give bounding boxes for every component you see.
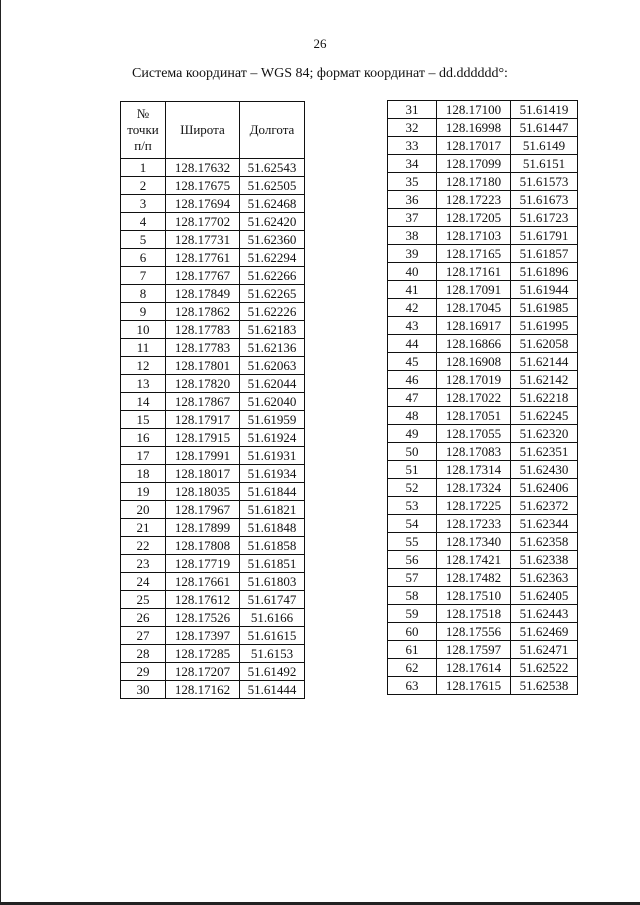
latitude-cell: 128.18017 — [166, 465, 240, 483]
table-row — [388, 317, 578, 335]
longitude-cell: 51.6151 — [511, 155, 578, 173]
table-row — [121, 231, 305, 249]
point-number-cell: 38 — [388, 227, 437, 245]
table-row — [121, 681, 305, 699]
point-number-cell: 33 — [388, 137, 437, 155]
coordinates-table-left — [120, 101, 305, 699]
table-row — [388, 353, 578, 371]
longitude-cell: 51.62226 — [240, 303, 305, 321]
point-number-cell: 45 — [388, 353, 437, 371]
longitude-cell: 51.61931 — [240, 447, 305, 465]
point-number-cell: 55 — [388, 533, 437, 551]
point-number-cell: 31 — [388, 101, 437, 119]
longitude-cell: 51.61985 — [511, 299, 578, 317]
point-number-cell: 34 — [388, 155, 437, 173]
table-row — [388, 191, 578, 209]
latitude-cell: 128.17314 — [437, 461, 511, 479]
longitude-cell: 51.62265 — [240, 285, 305, 303]
table-row — [121, 663, 305, 681]
table-row — [388, 605, 578, 623]
table-row — [388, 155, 578, 173]
longitude-cell: 51.61447 — [511, 119, 578, 137]
longitude-cell: 51.62351 — [511, 443, 578, 461]
latitude-cell: 128.17801 — [166, 357, 240, 375]
table-row — [388, 587, 578, 605]
latitude-cell: 128.17783 — [166, 321, 240, 339]
point-number-cell: 29 — [121, 663, 166, 681]
latitude-cell: 128.17820 — [166, 375, 240, 393]
longitude-cell: 51.62344 — [511, 515, 578, 533]
longitude-cell: 51.61723 — [511, 209, 578, 227]
longitude-cell: 51.62142 — [511, 371, 578, 389]
longitude-cell: 51.62183 — [240, 321, 305, 339]
longitude-cell: 51.6153 — [240, 645, 305, 663]
longitude-cell: 51.61844 — [240, 483, 305, 501]
point-number-cell: 30 — [121, 681, 166, 699]
longitude-cell: 51.62044 — [240, 375, 305, 393]
longitude-cell: 51.61848 — [240, 519, 305, 537]
longitude-cell: 51.61857 — [511, 245, 578, 263]
latitude-cell: 128.17526 — [166, 609, 240, 627]
table-row — [388, 281, 578, 299]
longitude-cell: 51.62320 — [511, 425, 578, 443]
table-row — [388, 407, 578, 425]
longitude-cell: 51.61615 — [240, 627, 305, 645]
longitude-cell: 51.61747 — [240, 591, 305, 609]
latitude-cell: 128.17180 — [437, 173, 511, 191]
point-number-cell: 25 — [121, 591, 166, 609]
longitude-cell: 51.61959 — [240, 411, 305, 429]
longitude-cell: 51.62471 — [511, 641, 578, 659]
point-number-cell: 60 — [388, 623, 437, 641]
header-point-number: № точки п/п — [121, 102, 166, 159]
latitude-cell: 128.16917 — [437, 317, 511, 335]
table-row — [121, 465, 305, 483]
longitude-cell: 51.62443 — [511, 605, 578, 623]
latitude-cell: 128.17100 — [437, 101, 511, 119]
latitude-cell: 128.17783 — [166, 339, 240, 357]
point-number-cell: 1 — [121, 159, 166, 177]
point-number-cell: 39 — [388, 245, 437, 263]
table-row — [388, 623, 578, 641]
point-number-cell: 42 — [388, 299, 437, 317]
latitude-cell: 128.17103 — [437, 227, 511, 245]
table-row — [121, 591, 305, 609]
latitude-cell: 128.17083 — [437, 443, 511, 461]
longitude-cell: 51.61821 — [240, 501, 305, 519]
point-number-cell: 10 — [121, 321, 166, 339]
latitude-cell: 128.17397 — [166, 627, 240, 645]
longitude-cell: 51.61896 — [511, 263, 578, 281]
longitude-cell: 51.61492 — [240, 663, 305, 681]
point-number-cell: 50 — [388, 443, 437, 461]
latitude-cell: 128.17045 — [437, 299, 511, 317]
table-row — [121, 375, 305, 393]
latitude-cell: 128.17849 — [166, 285, 240, 303]
latitude-cell: 128.17675 — [166, 177, 240, 195]
point-number-cell: 24 — [121, 573, 166, 591]
longitude-cell: 51.62358 — [511, 533, 578, 551]
longitude-cell: 51.61573 — [511, 173, 578, 191]
header-longitude: Долгота — [240, 102, 305, 159]
longitude-cell: 51.61673 — [511, 191, 578, 209]
table-row — [388, 119, 578, 137]
longitude-cell: 51.62406 — [511, 479, 578, 497]
longitude-cell: 51.62360 — [240, 231, 305, 249]
longitude-cell: 51.62543 — [240, 159, 305, 177]
point-number-cell: 20 — [121, 501, 166, 519]
longitude-cell: 51.61444 — [240, 681, 305, 699]
longitude-cell: 51.62294 — [240, 249, 305, 267]
point-number-cell: 7 — [121, 267, 166, 285]
latitude-cell: 128.17632 — [166, 159, 240, 177]
latitude-cell: 128.17967 — [166, 501, 240, 519]
table-row — [388, 245, 578, 263]
point-number-cell: 16 — [121, 429, 166, 447]
point-number-cell: 48 — [388, 407, 437, 425]
point-number-cell: 14 — [121, 393, 166, 411]
table-row — [121, 429, 305, 447]
latitude-cell: 128.17767 — [166, 267, 240, 285]
table-row — [121, 393, 305, 411]
point-number-cell: 53 — [388, 497, 437, 515]
table-row — [121, 447, 305, 465]
table-row — [388, 641, 578, 659]
latitude-cell: 128.17694 — [166, 195, 240, 213]
latitude-cell: 128.17612 — [166, 591, 240, 609]
point-number-cell: 62 — [388, 659, 437, 677]
latitude-cell: 128.17702 — [166, 213, 240, 231]
longitude-cell: 51.6149 — [511, 137, 578, 155]
table-row — [388, 389, 578, 407]
point-number-cell: 61 — [388, 641, 437, 659]
table-row — [388, 299, 578, 317]
point-number-cell: 32 — [388, 119, 437, 137]
latitude-cell: 128.16908 — [437, 353, 511, 371]
longitude-cell: 51.6166 — [240, 609, 305, 627]
latitude-cell: 128.17421 — [437, 551, 511, 569]
table-row — [388, 137, 578, 155]
point-number-cell: 56 — [388, 551, 437, 569]
point-number-cell: 26 — [121, 609, 166, 627]
table-row — [388, 461, 578, 479]
table-row — [121, 321, 305, 339]
table-row — [388, 371, 578, 389]
latitude-cell: 128.17556 — [437, 623, 511, 641]
latitude-cell: 128.17862 — [166, 303, 240, 321]
point-number-cell: 5 — [121, 231, 166, 249]
point-number-cell: 21 — [121, 519, 166, 537]
latitude-cell: 128.16998 — [437, 119, 511, 137]
latitude-cell: 128.17055 — [437, 425, 511, 443]
point-number-cell: 41 — [388, 281, 437, 299]
latitude-cell: 128.17510 — [437, 587, 511, 605]
longitude-cell: 51.62144 — [511, 353, 578, 371]
table-row — [388, 227, 578, 245]
longitude-cell: 51.61934 — [240, 465, 305, 483]
latitude-cell: 128.17731 — [166, 231, 240, 249]
longitude-cell: 51.62405 — [511, 587, 578, 605]
latitude-cell: 128.17991 — [166, 447, 240, 465]
latitude-cell: 128.17597 — [437, 641, 511, 659]
latitude-cell: 128.17518 — [437, 605, 511, 623]
longitude-cell: 51.61924 — [240, 429, 305, 447]
point-number-cell: 2 — [121, 177, 166, 195]
latitude-cell: 128.17808 — [166, 537, 240, 555]
longitude-cell: 51.62245 — [511, 407, 578, 425]
latitude-cell: 128.17207 — [166, 663, 240, 681]
latitude-cell: 128.17051 — [437, 407, 511, 425]
point-number-cell: 44 — [388, 335, 437, 353]
point-number-cell: 63 — [388, 677, 437, 695]
table-row — [388, 101, 578, 119]
table-row — [121, 195, 305, 213]
longitude-cell: 51.62363 — [511, 569, 578, 587]
table-row — [121, 267, 305, 285]
longitude-cell: 51.62522 — [511, 659, 578, 677]
point-number-cell: 28 — [121, 645, 166, 663]
table-row — [121, 645, 305, 663]
table-row — [388, 551, 578, 569]
table-row — [388, 335, 578, 353]
table-row — [388, 497, 578, 515]
point-number-cell: 46 — [388, 371, 437, 389]
latitude-cell: 128.17917 — [166, 411, 240, 429]
latitude-cell: 128.17091 — [437, 281, 511, 299]
coordinate-system-caption: Система координат – WGS 84; формат координат – dd.dddddd°: — [132, 66, 508, 81]
coordinates-table-right-body — [388, 101, 578, 695]
longitude-cell: 51.62058 — [511, 335, 578, 353]
table-row — [388, 533, 578, 551]
longitude-cell: 51.62266 — [240, 267, 305, 285]
coordinates-table-right — [387, 100, 578, 695]
latitude-cell: 128.17161 — [437, 263, 511, 281]
coordinates-table-left-body — [121, 159, 305, 699]
table-row — [388, 569, 578, 587]
latitude-cell: 128.18035 — [166, 483, 240, 501]
longitude-cell: 51.62468 — [240, 195, 305, 213]
longitude-cell: 51.61419 — [511, 101, 578, 119]
longitude-cell: 51.62338 — [511, 551, 578, 569]
point-number-cell: 37 — [388, 209, 437, 227]
point-number-cell: 18 — [121, 465, 166, 483]
table-row — [121, 609, 305, 627]
point-number-cell: 51 — [388, 461, 437, 479]
page-number: 26 — [313, 36, 327, 51]
point-number-cell: 4 — [121, 213, 166, 231]
table-row — [388, 173, 578, 191]
latitude-cell: 128.17233 — [437, 515, 511, 533]
latitude-cell: 128.17324 — [437, 479, 511, 497]
table-row — [121, 573, 305, 591]
table-row — [388, 659, 578, 677]
latitude-cell: 128.17615 — [437, 677, 511, 695]
latitude-cell: 128.17482 — [437, 569, 511, 587]
table-row — [121, 339, 305, 357]
table-row — [388, 515, 578, 533]
table-row — [121, 357, 305, 375]
latitude-cell: 128.17022 — [437, 389, 511, 407]
latitude-cell: 128.17899 — [166, 519, 240, 537]
point-number-cell: 36 — [388, 191, 437, 209]
table-row — [121, 501, 305, 519]
point-number-cell: 57 — [388, 569, 437, 587]
table-row — [121, 627, 305, 645]
table-row — [121, 483, 305, 501]
table-row — [388, 263, 578, 281]
longitude-cell: 51.62063 — [240, 357, 305, 375]
point-number-cell: 52 — [388, 479, 437, 497]
latitude-cell: 128.17285 — [166, 645, 240, 663]
longitude-cell: 51.62469 — [511, 623, 578, 641]
point-number-cell: 58 — [388, 587, 437, 605]
longitude-cell: 51.62430 — [511, 461, 578, 479]
latitude-cell: 128.17019 — [437, 371, 511, 389]
scan-edge-line — [0, 0, 1, 905]
latitude-cell: 128.17162 — [166, 681, 240, 699]
longitude-cell: 51.61858 — [240, 537, 305, 555]
latitude-cell: 128.17205 — [437, 209, 511, 227]
table-row — [121, 285, 305, 303]
point-number-cell: 6 — [121, 249, 166, 267]
latitude-cell: 128.17223 — [437, 191, 511, 209]
table-row — [121, 213, 305, 231]
latitude-cell: 128.17719 — [166, 555, 240, 573]
latitude-cell: 128.17017 — [437, 137, 511, 155]
point-number-cell: 8 — [121, 285, 166, 303]
longitude-cell: 51.62136 — [240, 339, 305, 357]
table-row — [121, 519, 305, 537]
table-row — [388, 443, 578, 461]
point-number-cell: 35 — [388, 173, 437, 191]
point-number-cell: 47 — [388, 389, 437, 407]
table-row — [121, 249, 305, 267]
point-number-cell: 23 — [121, 555, 166, 573]
longitude-cell: 51.62372 — [511, 497, 578, 515]
point-number-cell: 3 — [121, 195, 166, 213]
point-number-cell: 15 — [121, 411, 166, 429]
point-number-cell: 17 — [121, 447, 166, 465]
table-row — [388, 425, 578, 443]
point-number-cell: 54 — [388, 515, 437, 533]
latitude-cell: 128.16866 — [437, 335, 511, 353]
table-row — [121, 411, 305, 429]
longitude-cell: 51.62538 — [511, 677, 578, 695]
point-number-cell: 13 — [121, 375, 166, 393]
longitude-cell: 51.62505 — [240, 177, 305, 195]
point-number-cell: 27 — [121, 627, 166, 645]
latitude-cell: 128.17614 — [437, 659, 511, 677]
table-row — [121, 303, 305, 321]
table-row — [388, 677, 578, 695]
latitude-cell: 128.17867 — [166, 393, 240, 411]
point-number-cell: 40 — [388, 263, 437, 281]
latitude-cell: 128.17761 — [166, 249, 240, 267]
longitude-cell: 51.61791 — [511, 227, 578, 245]
latitude-cell: 128.17915 — [166, 429, 240, 447]
point-number-cell: 22 — [121, 537, 166, 555]
table-header-row — [121, 102, 305, 159]
latitude-cell: 128.17099 — [437, 155, 511, 173]
table-row — [121, 159, 305, 177]
point-number-cell: 59 — [388, 605, 437, 623]
latitude-cell: 128.17661 — [166, 573, 240, 591]
header-latitude: Широта — [166, 102, 240, 159]
latitude-cell: 128.17225 — [437, 497, 511, 515]
longitude-cell: 51.62218 — [511, 389, 578, 407]
point-number-cell: 43 — [388, 317, 437, 335]
point-number-cell: 19 — [121, 483, 166, 501]
table-row — [388, 479, 578, 497]
longitude-cell: 51.61944 — [511, 281, 578, 299]
point-number-cell: 12 — [121, 357, 166, 375]
table-row — [388, 209, 578, 227]
point-number-cell: 11 — [121, 339, 166, 357]
longitude-cell: 51.61803 — [240, 573, 305, 591]
point-number-cell: 49 — [388, 425, 437, 443]
table-row — [121, 177, 305, 195]
longitude-cell: 51.61995 — [511, 317, 578, 335]
latitude-cell: 128.17165 — [437, 245, 511, 263]
longitude-cell: 51.62040 — [240, 393, 305, 411]
point-number-cell: 9 — [121, 303, 166, 321]
table-row — [121, 537, 305, 555]
longitude-cell: 51.62420 — [240, 213, 305, 231]
latitude-cell: 128.17340 — [437, 533, 511, 551]
table-row — [121, 555, 305, 573]
longitude-cell: 51.61851 — [240, 555, 305, 573]
